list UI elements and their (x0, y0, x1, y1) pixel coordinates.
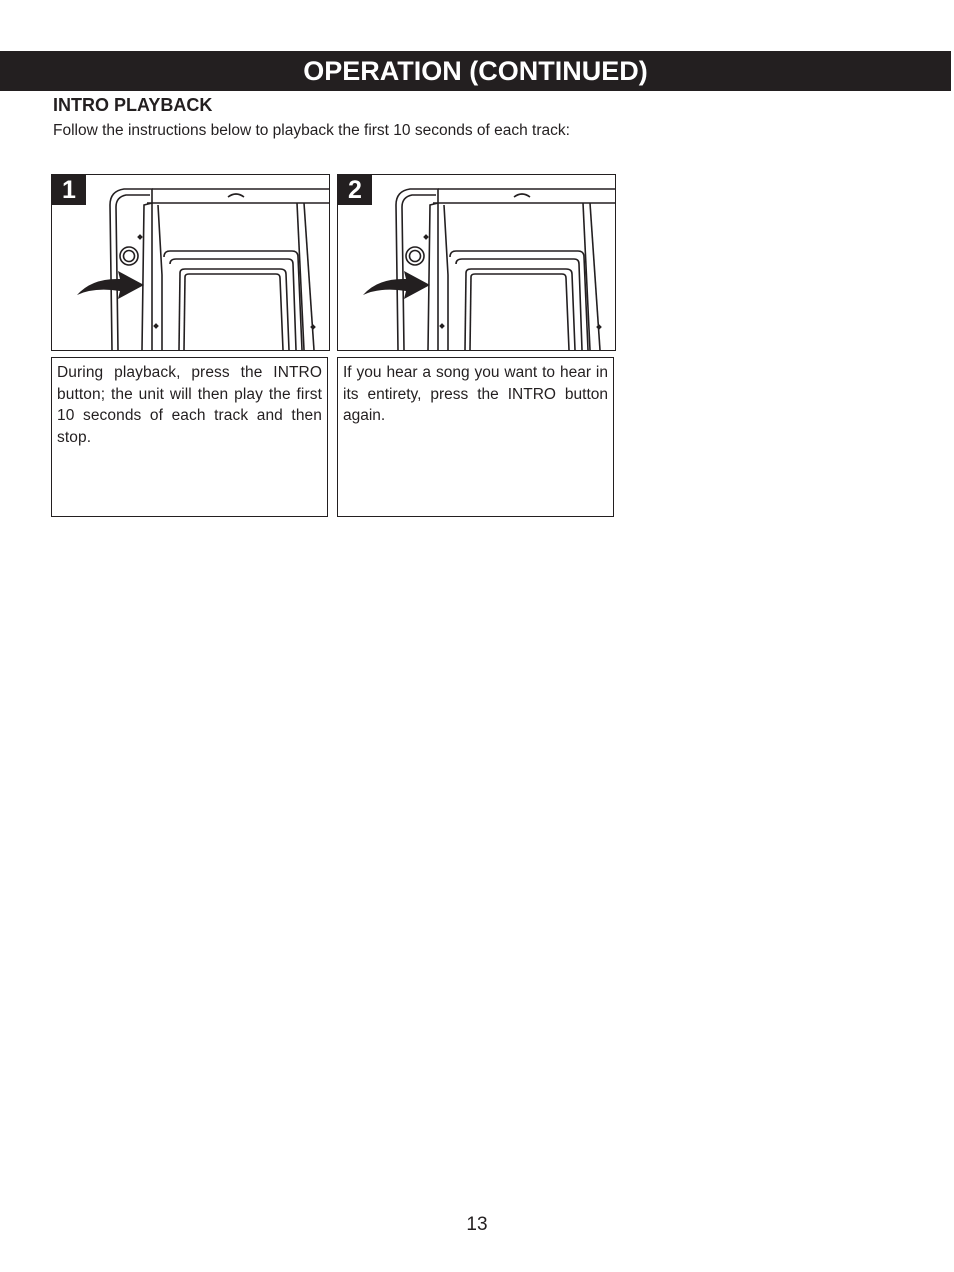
step-number: 1 (52, 175, 86, 205)
step-2-illustration (337, 174, 616, 351)
unit-front-panel-illustration (338, 175, 615, 350)
section-banner: OPERATION (CONTINUED) (0, 51, 951, 91)
section-title: INTRO PLAYBACK (53, 95, 213, 115)
intro-text: Follow the instructions below to playback the first 10 seconds of each track: (53, 122, 570, 139)
step-1-text: During playback, press the INTRO button; the unit will then play the first 10 seconds of each track and then stop. (51, 357, 328, 517)
step-2-text: If you hear a song you want to hear in its entirety, press the INTRO button again. (337, 357, 614, 517)
unit-front-panel-illustration (52, 175, 329, 350)
step-number: 2 (338, 175, 372, 205)
page-number: 13 (466, 1214, 488, 1235)
step-1-illustration (51, 174, 330, 351)
